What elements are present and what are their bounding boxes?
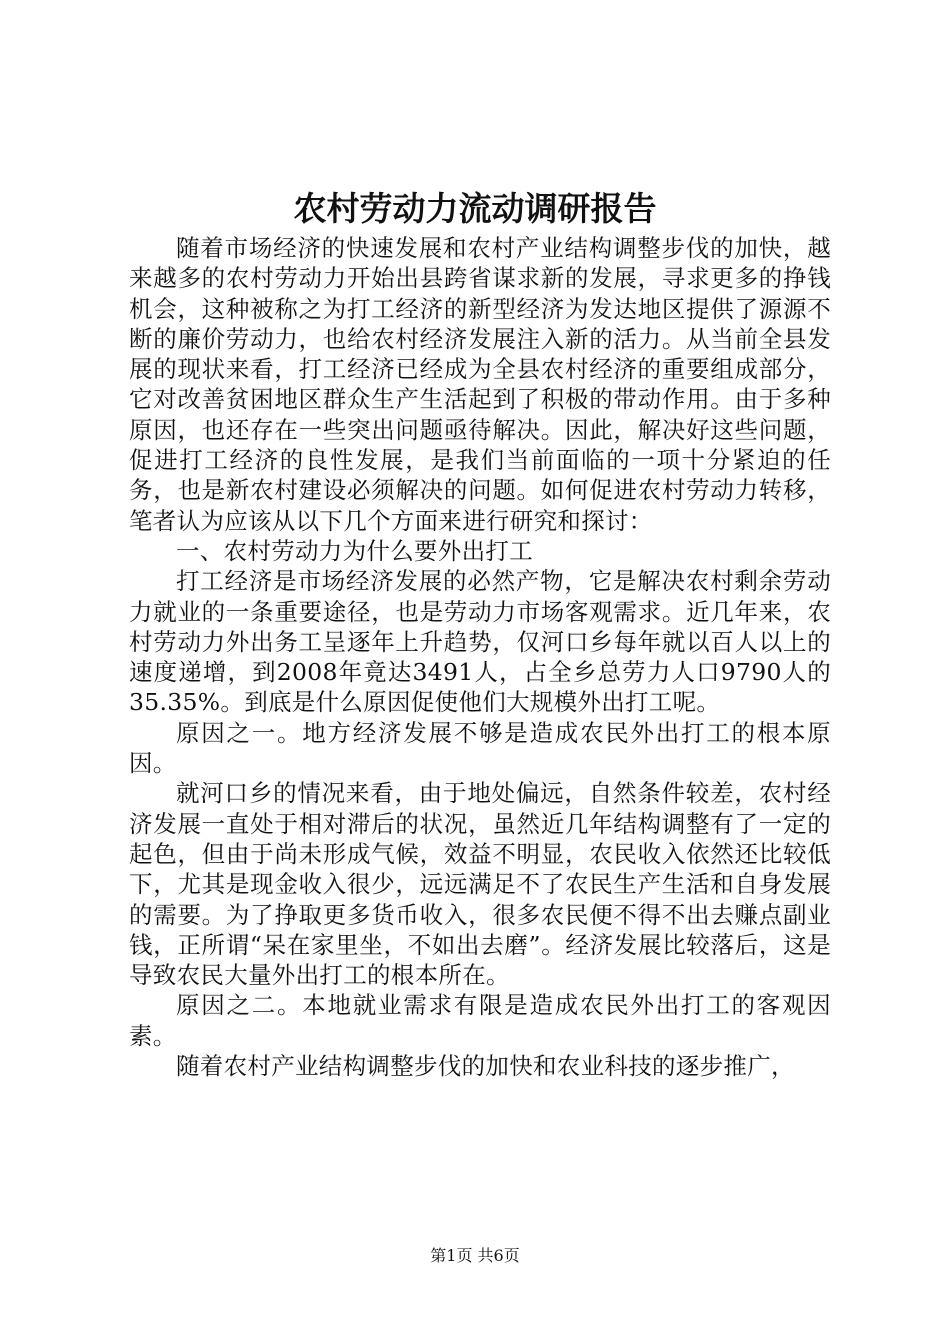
paragraph-intro: 随着市场经济的快速发展和农村产业结构调整步伐的加快，越来越多的农村劳动力开始出县跨省谋求新的发展，寻求更多的挣钱机会，这种被称之为打工经济的新型经济为发达地区提供了源源不断的廉价劳动力，也给农村经济发展注入新的活力。从当前全县发展的现状来看，打工经济已经成为全县农村经济的重要组成部分，它对改善贫困地区群众生产生活起到了积极的带动作用。由于多种原因，也还存在一些突出问题亟待解决。因此，解决好这些问题，促进打工经济的良性发展，是我们当前面临的一项十分紧迫的任务，也是新农村建设必须解决的问题。如何促进农村劳动力转移，笔者认为应该从以下几个方面来进行研究和探讨： — [129, 234, 831, 535]
paragraph-section-1: 打工经济是市场经济发展的必然产物，它是解决农村剩余劳动力就业的一条重要途径，也是劳动力市场客观需求。近几年来，农村劳动力外出务工呈逐年上升趋势，仅河口乡每年就以百人以上的速度递增，到2008年竟达3491人，占全乡总劳力人口9790人的35.35%。到底是什么原因促使他们大规模外出打工呢。 — [129, 567, 831, 717]
paragraph-reason-2-detail: 随着农村产业结构调整步伐的加快和农业科技的逐步推广， — [176, 1052, 795, 1081]
paragraph-reason-1: 原因之一。地方经济发展不够是造成农民外出打工的根本原因。 — [129, 718, 831, 778]
paragraph-reason-1-detail: 就河口乡的情况来看，由于地处偏远，自然条件较差，农村经济发展一直处于相对滞后的状况，虽然近几年结构调整有了一定的起色，但由于尚未形成气候，效益不明显，农民收入依然还比较低下，尤其是现金收入很少，远远满足不了农民生产生活和自身发展的需要。为了挣取更多货币收入，很多农民便不得不出去赚点副业钱，正所谓“呆在家里坐，不如出去磨”。经济发展比较落后，这是导致农民大量外出打工的根本所在。 — [129, 779, 831, 990]
document-body — [129, 233, 831, 1081]
section-heading-1: 一、农村劳动力为什么要外出打工 — [176, 536, 533, 565]
document-title: 农村劳动力流动调研报告 — [293, 189, 657, 228]
paragraph-reason-2: 原因之二。本地就业需求有限是造成农民外出打工的客观因素。 — [129, 991, 831, 1050]
page-footer: 第1页 共6页 — [430, 1246, 520, 1265]
